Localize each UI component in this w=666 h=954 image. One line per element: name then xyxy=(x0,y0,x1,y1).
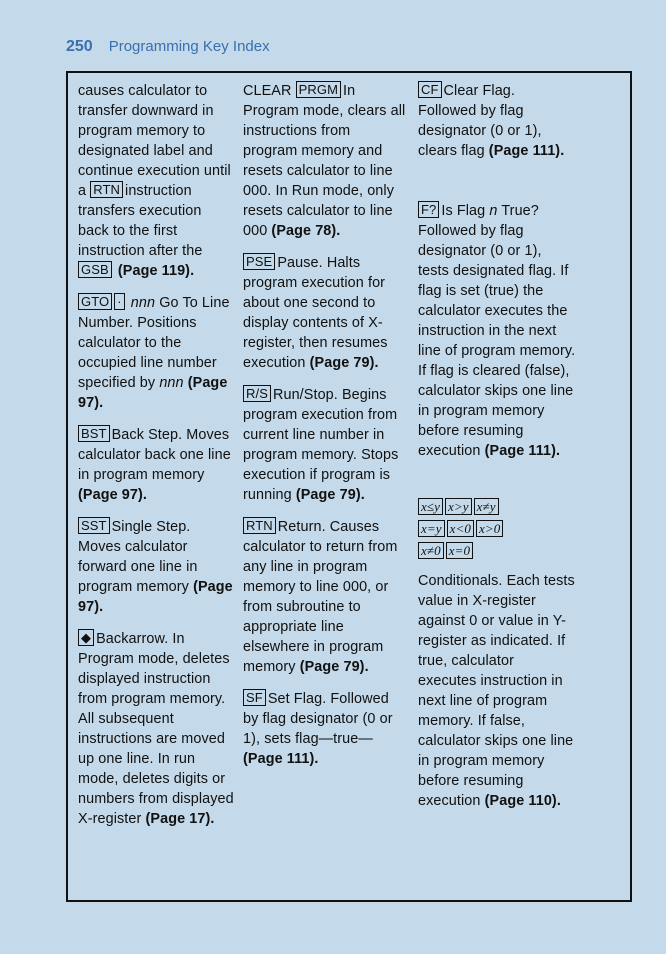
page-number: 250 xyxy=(66,38,93,55)
backarrow-page-ref: (Page 17). xyxy=(145,811,215,827)
entry-pse xyxy=(243,253,408,373)
prgm-key: PRGM xyxy=(296,81,341,98)
pse-page-ref: (Page 79). xyxy=(309,355,379,371)
entry-clear-flag xyxy=(418,81,576,161)
entry-run-stop xyxy=(243,385,408,505)
return-key: RTN xyxy=(243,517,276,534)
entry-conditionals xyxy=(418,497,576,811)
sst-text: Single Step. Moves calculator forward one line in program memory xyxy=(78,519,198,595)
bst-key: BST xyxy=(78,425,110,442)
rtn-text: instruction transfers execution back to the first instruction after the xyxy=(78,183,203,259)
gsb-page-ref: (Page 119). xyxy=(117,263,195,279)
bst-text: Back Step. Moves calculator back one line in program memory xyxy=(78,427,231,483)
nnn-variable: nnn xyxy=(130,295,156,311)
column-2 xyxy=(243,81,408,781)
cond-key-x-eq-y: x=y xyxy=(418,520,445,537)
cond-text: Conditionals. Each tests value in X-register against 0 or value in Y-register as indicated. If true, calculator executes instruction in next line of program memory. If false, calculator skips one line in program memory before resuming execution xyxy=(418,573,575,809)
return-page-ref: (Page 79). xyxy=(299,659,369,675)
backarrow-text: Backarrow. In Program mode, deletes displayed instruction from program memory. All subsequent instructions are moved up one line. In run mode, deletes digits or numbers from displayed X-register xyxy=(78,631,234,827)
rs-text: Run/Stop. Begins program execution from current line number in program memory. Stops execution if program is running xyxy=(243,387,399,503)
cond-key-x-gt-y: x>y xyxy=(445,498,472,515)
cond-key-x-ne-0: x≠0 xyxy=(418,542,444,559)
pse-text: Pause. Halts program execution for about one second to display contents of X-register, then resumes execution xyxy=(243,255,388,371)
entry-gto xyxy=(78,293,236,413)
cond-key-x-eq-0: x=0 xyxy=(446,542,473,559)
cond-key-x-lt-0: x<0 xyxy=(447,520,474,537)
gto-key: GTO xyxy=(78,293,112,310)
entry-is-flag-true xyxy=(418,201,576,461)
page-header xyxy=(66,38,270,56)
rtn-key: RTN xyxy=(90,181,123,198)
return-text: Return. Causes calculator to return from any line in program memory to line 000, or from subroutine to appropriate line elsewhere in program memory xyxy=(243,519,398,675)
cond-key-x-gt-0: x>0 xyxy=(476,520,503,537)
fq-page-ref: (Page 111). xyxy=(484,443,561,459)
entry-sst xyxy=(78,517,236,617)
dot-key: · xyxy=(114,293,124,310)
column-3 xyxy=(418,81,576,823)
bst-page-ref: (Page 97). xyxy=(78,487,147,503)
fq-key: F? xyxy=(418,201,439,218)
clear-page-ref: (Page 78). xyxy=(271,223,341,239)
cond-key-x-le-y: x≤y xyxy=(418,498,443,515)
rs-key: R/S xyxy=(243,385,271,402)
key-index-box xyxy=(66,71,632,902)
sf-text: Set Flag. Followed by flag designator (0 or 1), sets flag—true— xyxy=(243,691,393,747)
gto-text: Positions calculator to the occupied line number specified by xyxy=(78,315,217,391)
nnn-variable-2: nnn xyxy=(159,375,184,391)
conditional-keys xyxy=(418,497,576,563)
cond-page-ref: (Page 110). xyxy=(484,793,561,809)
sst-page-ref: (Page 97). xyxy=(78,579,233,615)
rs-page-ref: (Page 79). xyxy=(295,487,365,503)
entry-clear-prgm xyxy=(243,81,408,241)
gsb-key: GSB xyxy=(78,261,112,278)
page-title: Programming Key Index xyxy=(108,38,270,55)
clear-text: In Program mode, clears all instructions from program memory and resets calculator to line 000. In Run mode, only resets calculator to line 000 xyxy=(243,83,406,239)
cf-text: Clear Flag. Followed by flag designator (0 or 1), clears flag xyxy=(418,83,542,159)
gto-page-ref: (Page 97). xyxy=(78,375,228,411)
clear-label: CLEAR xyxy=(243,83,292,99)
entry-set-flag xyxy=(243,689,408,769)
sf-key: SF xyxy=(243,689,266,706)
fq-title-b: True? xyxy=(501,203,539,219)
entry-bst xyxy=(78,425,236,505)
pse-key: PSE xyxy=(243,253,275,270)
sst-key: SST xyxy=(78,517,110,534)
entry-return xyxy=(243,517,408,677)
gto-continued-text: causes calculator to transfer downward in program memory to designated label and continue execution until a xyxy=(78,83,231,199)
sf-page-ref: (Page 111). xyxy=(243,751,319,767)
fq-n-variable: n xyxy=(489,203,498,219)
fq-title-a: Is Flag xyxy=(441,203,486,219)
cf-page-ref: (Page 111). xyxy=(488,143,565,159)
cond-key-x-ne-y: x≠y xyxy=(474,498,499,515)
entry-backarrow xyxy=(78,629,236,829)
cf-key: CF xyxy=(418,81,442,98)
entry-gto-continued xyxy=(78,81,236,281)
backarrow-key: ◆ xyxy=(78,629,94,646)
gto-title: Go To Line Number. xyxy=(78,295,230,331)
column-1 xyxy=(78,81,236,841)
fq-text: Followed by flag designator (0 or 1), tests designated flag. If flag is set (true) the calculator executes the instruction in the next line of program memory. If flag is cleared (false), calculator skips one line in program memory before resuming execution xyxy=(418,223,576,459)
